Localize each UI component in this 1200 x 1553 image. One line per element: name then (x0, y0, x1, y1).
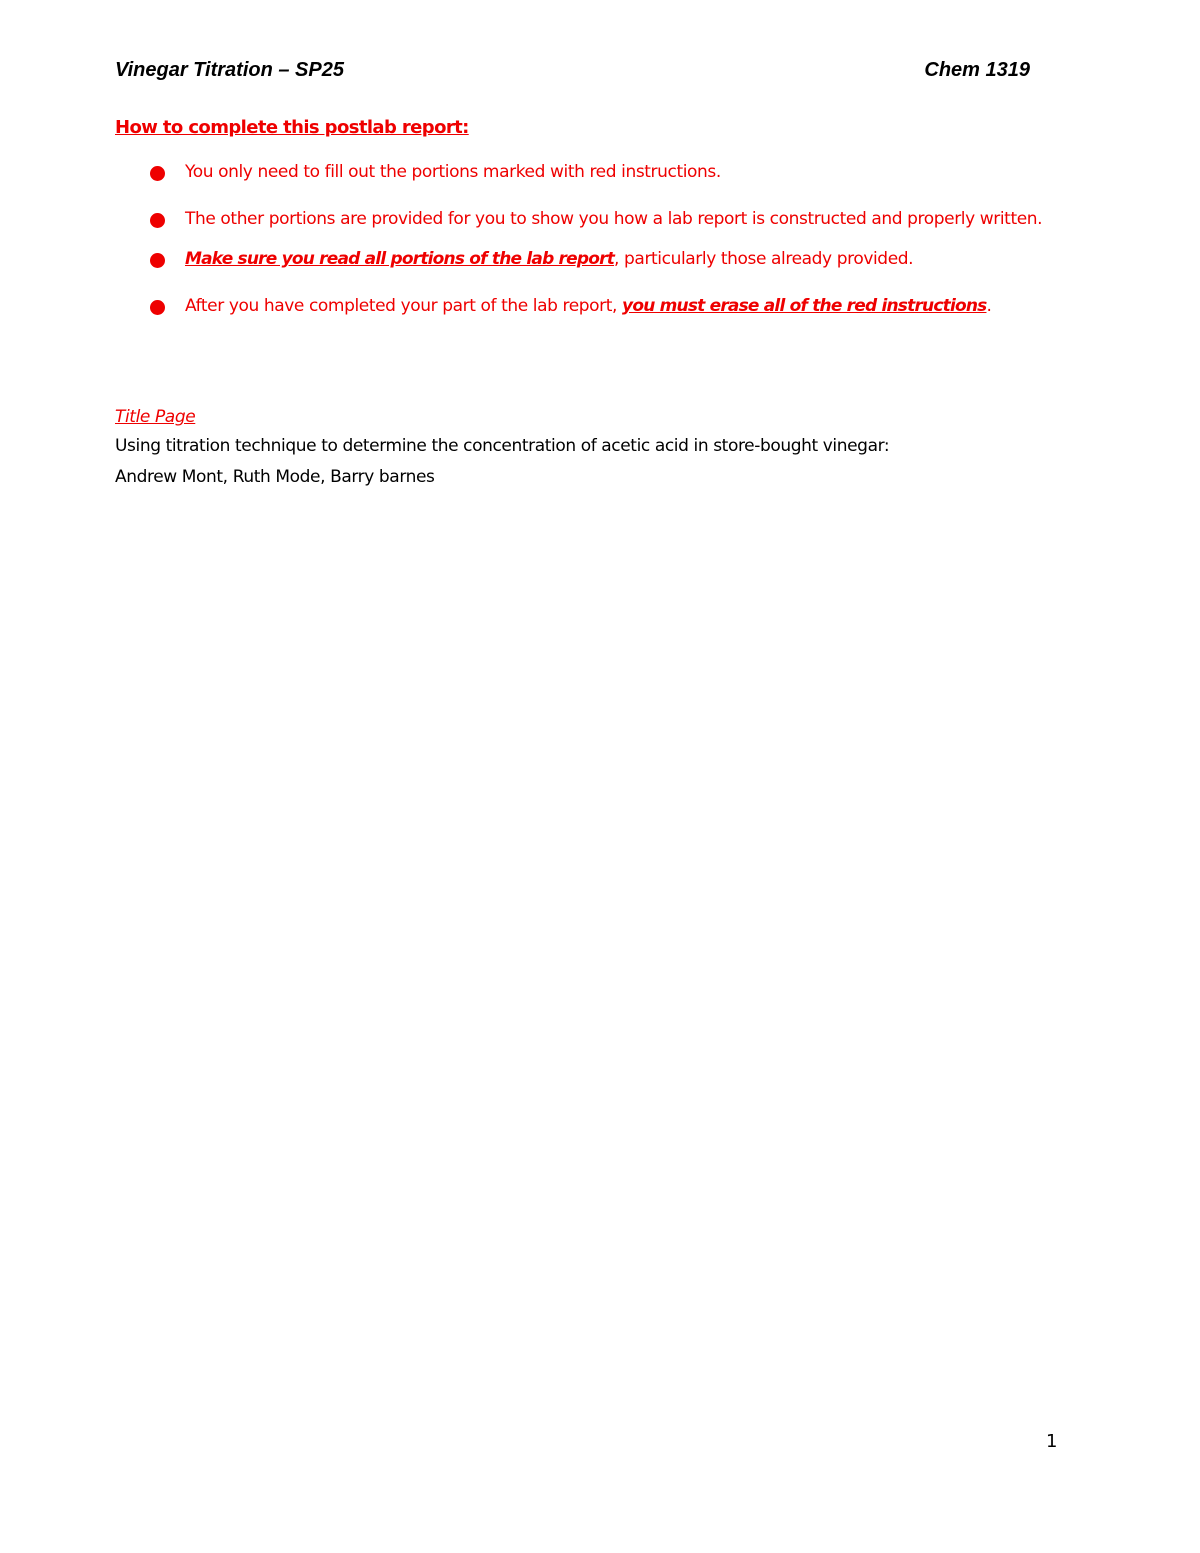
list-item-text: , particularly those already provided. (614, 249, 914, 269)
list-item (150, 242, 1060, 277)
report-authors: Andrew Mont, Ruth Mode, Barry barnes (115, 467, 435, 487)
title-page-label: Title Page (115, 407, 196, 427)
page-header (115, 57, 1030, 83)
list-item-emphasis: you must erase all of the red instructions (622, 296, 987, 316)
instructions-heading: How to complete this postlab report: (115, 117, 469, 138)
list-item (150, 155, 1060, 190)
header-left-title: Vinegar Titration – SP25 (115, 59, 344, 81)
list-item (150, 202, 1060, 237)
header-right-course: Chem 1319 (924, 59, 1030, 81)
list-item-emphasis: Make sure you read all portions of the lab report (185, 249, 615, 269)
report-title: Using titration technique to determine the concentration of acetic acid in store-bought vinegar: (115, 436, 890, 456)
list-item-text: You only need to fill out the portions marked with red instructions. (185, 162, 721, 182)
list-item-text: The other portions are provided for you to show you how a lab report is constructed and properly written. (185, 209, 1043, 229)
list-item (150, 289, 1060, 324)
bullet-icon (150, 166, 165, 181)
bullet-icon (150, 253, 165, 268)
list-item-text-end: . (986, 296, 992, 316)
page-number: 1 (1046, 1431, 1058, 1452)
list-item-text: After you have completed your part of the lab report, (185, 296, 623, 316)
bullet-icon (150, 300, 165, 315)
instructions-list (150, 155, 1060, 336)
bullet-icon (150, 213, 165, 228)
